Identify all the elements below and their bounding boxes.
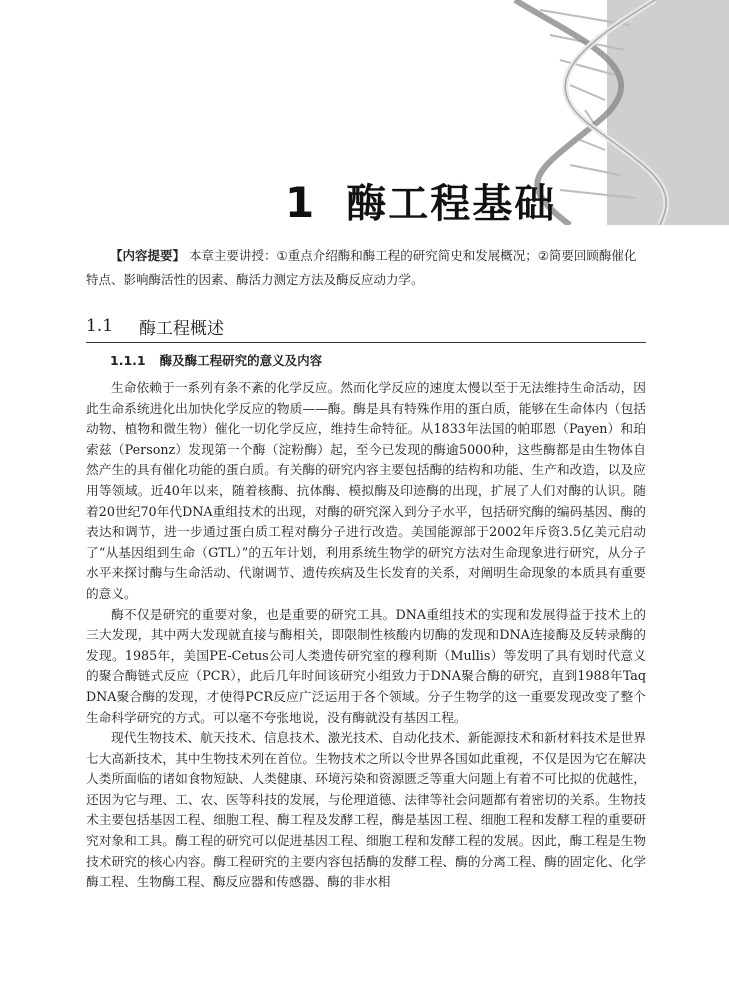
subsection-heading — [110, 350, 322, 370]
chapter-heading — [285, 168, 557, 227]
subsection-number: 1.1.1 — [110, 352, 146, 368]
paragraph: 生命依赖于一系列有条不紊的化学反应。然而化学反应的速度太慢以至于无法维持生命活动，因此生命系统进化出加快化学反应的物质——酶。酶是具有特殊作用的蛋白质，能够在生命体内（包括动物、植物和微生物）催化一切化学反应，维持生命特征。从1833年法国的帕耶恩（Payen）和珀索兹（Personz）发现第一个酶（淀粉酶）起，至今已发现的酶逾5000种，这些酶都是由生物体自然产生的具有催化功能的蛋白质。有关酶的研究内容主要包括酶的结构和功能、生产和改造，以及应用等领域。近40年以来，随着核酶、抗体酶、模拟酶及印迹酶的出现，扩展了人们对酶的认识。随着20世纪70年代DNA重组技术的出现，对酶的研究深入到分子水平，包括研究酶的编码基因、酶的表达和调节，进一步通过蛋白质工程对酶分子进行改造。美国能源部于2002年斥资3.5亿美元启动了“从基因组到生命（GTL）”的五年计划，利用系统生物学的研究方法对生命现象进行研究，从分子水平来探讨酶与生命活动、代谢调节、遗传疾病及生长发育的关系，对阐明生命现象的本质具有重要的意义。 — [86, 380, 646, 601]
section-heading — [86, 310, 646, 343]
section-title: 酶工程概述 — [139, 318, 225, 339]
section-number: 1.1 — [86, 316, 114, 336]
chapter-title: 酶工程基础 — [346, 181, 557, 227]
chapter-abstract — [86, 244, 646, 292]
abstract-text: 本章主要讲授：①重点介绍酶和酶工程的研究简史和发展概况；②简要回顾酶催化特点、影响酶活性的因素、酶活力测定方法及酶反应动力学。 — [86, 248, 637, 287]
abstract-label: 【内容提要】 — [110, 248, 186, 263]
subsection-title: 酶及酶工程研究的意义及内容 — [159, 353, 323, 368]
paragraph: 酶不仅是研究的重要对象，也是重要的研究工具。DNA重组技术的实现和发展得益于技术上的三大发现，其中两大发现就直接与酶相关，即限制性核酸内切酶的发现和DNA连接酶及反转录酶的发现。1985年，美国PE-Cetus公司人类遗传研究室的穆利斯（Mullis）等发明了具有划时代意义的聚合酶链式反应（PCR），此后几年时间该研究小组致力于DNA聚合酶的研究，直到1988年Taq DNA聚合酶的发现，才使得PCR反应广泛运用于各个领域。分子生物学的这一重要发现改变了整个生命科学研究的方式。可以毫不夸张地说，没有酶就没有基因工程。 — [86, 606, 646, 725]
chapter-number: 1 — [285, 178, 315, 227]
paragraph: 现代生物技术、航天技术、信息技术、激光技术、自动化技术、新能源技术和新材料技术是世界七大高新技术，其中生物技术列在首位。生物技术之所以令世界各国如此重视，不仅是因为它在解决人类所面临的诸如食物短缺、人类健康、环境污染和资源匮乏等重大问题上有着不可比拟的优越性，还因为它与理、工、农、医等科技的发展，与伦理道德、法律等社会问题都有着密切的关系。生物技术主要包括基因工程、细胞工程、酶工程及发酵工程，酶是基因工程、细胞工程和发酵工程的重要研究对象和工具。酶工程的研究可以促进基因工程、细胞工程和发酵工程的发展。因此，酶工程是生物技术研究的核心内容。酶工程研究的主要内容包括酶的发酵工程、酶的分离工程、酶的固定化、化学酶工程、生物酶工程、酶反应器和传感器、酶的非水相 — [86, 730, 646, 890]
body-text — [86, 378, 646, 893]
